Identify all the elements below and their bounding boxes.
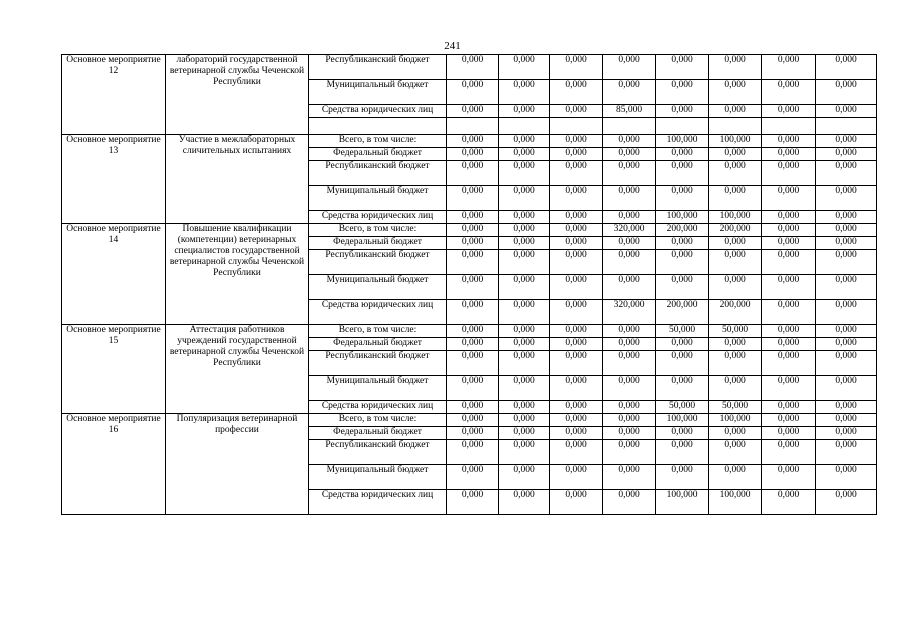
value-cell: 0,000 (499, 351, 550, 376)
event-description: Участие в межлабораторных сличительных испытаниях (166, 135, 309, 224)
value-cell: 0,000 (447, 148, 499, 161)
value-cell: 0,000 (709, 105, 762, 118)
value-cell: 0,000 (499, 250, 550, 275)
value-cell: 0,000 (816, 401, 877, 414)
funding-source: Всего, в том числе: (309, 224, 447, 237)
value-cell: 100,000 (709, 135, 762, 148)
funding-source: Средства юридических лиц (309, 401, 447, 414)
value-cell: 50,000 (709, 401, 762, 414)
value-cell: 0,000 (816, 351, 877, 376)
value-cell: 0,000 (709, 275, 762, 300)
funding-source: Федеральный бюджет (309, 338, 447, 351)
value-cell: 0,000 (499, 275, 550, 300)
value-cell: 0,000 (816, 427, 877, 440)
value-cell: 0,000 (447, 224, 499, 237)
value-cell: 0,000 (709, 186, 762, 211)
value-cell: 200,000 (656, 224, 709, 237)
value-cell: 0,000 (816, 135, 877, 148)
value-cell: 0,000 (816, 300, 877, 325)
value-cell: 0,000 (499, 414, 550, 427)
funding-source: Республиканский бюджет (309, 351, 447, 376)
value-cell: 50,000 (709, 325, 762, 338)
value-cell: 0,000 (656, 148, 709, 161)
value-cell: 0,000 (499, 211, 550, 224)
event-description: Популяризация ветеринарной профессии (166, 414, 309, 515)
value-cell: 0,000 (656, 237, 709, 250)
value-cell: 0,000 (603, 325, 656, 338)
funding-source: Муниципальный бюджет (309, 80, 447, 105)
value-cell: 0,000 (499, 490, 550, 515)
value-cell: 0,000 (447, 338, 499, 351)
value-cell: 0,000 (550, 105, 603, 118)
funding-source: Всего, в том числе: (309, 325, 447, 338)
value-cell: 0,000 (499, 55, 550, 80)
value-cell: 0,000 (762, 148, 816, 161)
value-cell: 0,000 (499, 161, 550, 186)
value-cell: 0,000 (603, 80, 656, 105)
value-cell: 0,000 (550, 161, 603, 186)
value-cell: 0,000 (816, 465, 877, 490)
value-cell: 0,000 (762, 135, 816, 148)
value-cell: 0,000 (499, 300, 550, 325)
value-cell: 0,000 (550, 224, 603, 237)
value-cell: 0,000 (816, 440, 877, 465)
value-cell: 0,000 (447, 161, 499, 186)
value-cell: 0,000 (603, 275, 656, 300)
value-cell: 0,000 (603, 490, 656, 515)
value-cell: 50,000 (656, 325, 709, 338)
value-cell: 0,000 (499, 135, 550, 148)
event-description: Аттестация работников учреждений государственной ветеринарной службы Чеченской Республики (166, 325, 309, 414)
value-cell: 0,000 (816, 490, 877, 515)
value-cell: 0,000 (550, 250, 603, 275)
value-cell: 0,000 (709, 80, 762, 105)
value-cell: 0,000 (550, 237, 603, 250)
value-cell: 0,000 (762, 490, 816, 515)
value-cell: 0,000 (603, 211, 656, 224)
funding-source: Средства юридических лиц (309, 211, 447, 224)
funding-source: Республиканский бюджет (309, 440, 447, 465)
event-cell: Основное мероприятие 12 (62, 55, 166, 135)
value-cell: 0,000 (550, 211, 603, 224)
value-cell: 0,000 (709, 148, 762, 161)
value-cell: 0,000 (816, 55, 877, 80)
value-cell: 0,000 (709, 351, 762, 376)
funding-source: Средства юридических лиц (309, 490, 447, 515)
event-cell: Основное мероприятие 15 (62, 325, 166, 414)
funding-source: Федеральный бюджет (309, 237, 447, 250)
value-cell: 0,000 (603, 161, 656, 186)
value-cell: 100,000 (709, 211, 762, 224)
value-cell: 0,000 (603, 55, 656, 80)
value-cell: 0,000 (447, 325, 499, 338)
value-cell: 0,000 (447, 465, 499, 490)
value-cell: 0,000 (550, 55, 603, 80)
value-cell: 0,000 (603, 465, 656, 490)
value-cell: 0,000 (762, 105, 816, 118)
value-cell: 0,000 (499, 186, 550, 211)
value-cell: 0,000 (550, 376, 603, 401)
funding-source: Республиканский бюджет (309, 161, 447, 186)
value-cell: 0,000 (499, 338, 550, 351)
value-cell: 0,000 (816, 325, 877, 338)
value-cell: 0,000 (447, 376, 499, 401)
value-cell: 0,000 (499, 401, 550, 414)
value-cell: 0,000 (447, 300, 499, 325)
value-cell: 0,000 (499, 237, 550, 250)
value-cell: 85,000 (603, 105, 656, 118)
value-cell: 0,000 (603, 237, 656, 250)
value-cell: 0,000 (550, 427, 603, 440)
value-cell: 0,000 (816, 250, 877, 275)
value-cell: 200,000 (709, 224, 762, 237)
funding-source: Республиканский бюджет (309, 55, 447, 80)
value-cell: 100,000 (656, 211, 709, 224)
value-cell: 0,000 (816, 376, 877, 401)
value-cell: 0,000 (550, 148, 603, 161)
value-cell: 0,000 (762, 250, 816, 275)
value-cell: 0,000 (656, 275, 709, 300)
value-cell: 0,000 (447, 55, 499, 80)
value-cell: 0,000 (603, 376, 656, 401)
value-cell: 0,000 (550, 338, 603, 351)
value-cell: 0,000 (447, 186, 499, 211)
value-cell: 0,000 (816, 224, 877, 237)
value-cell: 0,000 (447, 440, 499, 465)
value-cell: 0,000 (656, 80, 709, 105)
value-cell: 0,000 (762, 161, 816, 186)
value-cell: 320,000 (603, 224, 656, 237)
funding-source: Муниципальный бюджет (309, 465, 447, 490)
value-cell: 0,000 (762, 440, 816, 465)
value-cell: 0,000 (709, 376, 762, 401)
value-cell: 0,000 (550, 490, 603, 515)
value-cell: 0,000 (603, 338, 656, 351)
value-cell: 0,000 (656, 351, 709, 376)
value-cell: 0,000 (550, 351, 603, 376)
value-cell: 100,000 (709, 414, 762, 427)
value-cell: 0,000 (762, 351, 816, 376)
value-cell: 0,000 (656, 250, 709, 275)
value-cell: 0,000 (499, 427, 550, 440)
page-number: 241 (444, 40, 461, 52)
value-cell: 0,000 (709, 338, 762, 351)
value-cell: 0,000 (550, 186, 603, 211)
value-cell: 0,000 (709, 250, 762, 275)
value-cell: 0,000 (656, 55, 709, 80)
value-cell: 0,000 (499, 376, 550, 401)
value-cell: 0,000 (816, 105, 877, 118)
value-cell: 0,000 (816, 338, 877, 351)
value-cell: 0,000 (709, 55, 762, 80)
value-cell: 0,000 (762, 186, 816, 211)
event-cell: Основное мероприятие 14 (62, 224, 166, 325)
value-cell: 0,000 (447, 427, 499, 440)
funding-source: Муниципальный бюджет (309, 275, 447, 300)
value-cell: 0,000 (762, 237, 816, 250)
value-cell: 200,000 (709, 300, 762, 325)
event-cell: Основное мероприятие 16 (62, 414, 166, 515)
value-cell: 0,000 (499, 325, 550, 338)
event-description: лабораторий государственной ветеринарной службы Чеченской Республики (166, 55, 309, 135)
value-cell: 0,000 (762, 300, 816, 325)
value-cell: 0,000 (499, 440, 550, 465)
value-cell: 0,000 (447, 275, 499, 300)
value-cell: 0,000 (550, 135, 603, 148)
value-cell: 0,000 (656, 465, 709, 490)
value-cell: 0,000 (499, 148, 550, 161)
value-cell: 0,000 (447, 351, 499, 376)
value-cell: 0,000 (499, 224, 550, 237)
value-cell: 0,000 (762, 376, 816, 401)
value-cell: 0,000 (499, 80, 550, 105)
value-cell: 0,000 (603, 401, 656, 414)
value-cell: 0,000 (762, 80, 816, 105)
funding-source: Муниципальный бюджет (309, 376, 447, 401)
value-cell: 0,000 (762, 401, 816, 414)
value-cell: 0,000 (447, 105, 499, 118)
value-cell: 0,000 (816, 186, 877, 211)
funding-source: Всего, в том числе: (309, 414, 447, 427)
value-cell: 0,000 (656, 376, 709, 401)
funding-source: Республиканский бюджет (309, 250, 447, 275)
budget-table (61, 54, 877, 515)
value-cell: 0,000 (499, 105, 550, 118)
value-cell: 0,000 (656, 440, 709, 465)
value-cell: 0,000 (603, 186, 656, 211)
value-cell: 0,000 (762, 338, 816, 351)
value-cell: 0,000 (550, 465, 603, 490)
funding-source: Муниципальный бюджет (309, 186, 447, 211)
value-cell: 100,000 (656, 414, 709, 427)
value-cell: 0,000 (447, 211, 499, 224)
value-cell: 0,000 (447, 490, 499, 515)
value-cell: 320,000 (603, 300, 656, 325)
value-cell: 0,000 (550, 325, 603, 338)
value-cell: 0,000 (447, 135, 499, 148)
value-cell: 0,000 (550, 275, 603, 300)
value-cell: 0,000 (762, 55, 816, 80)
funding-source: Средства юридических лиц (309, 105, 447, 118)
value-cell: 200,000 (656, 300, 709, 325)
value-cell: 0,000 (816, 161, 877, 186)
value-cell: 0,000 (709, 161, 762, 186)
value-cell: 0,000 (603, 414, 656, 427)
value-cell: 0,000 (816, 148, 877, 161)
value-cell: 0,000 (447, 414, 499, 427)
value-cell: 0,000 (762, 211, 816, 224)
value-cell: 0,000 (762, 275, 816, 300)
value-cell: 0,000 (603, 440, 656, 465)
value-cell: 0,000 (656, 161, 709, 186)
value-cell: 0,000 (762, 325, 816, 338)
value-cell: 0,000 (762, 427, 816, 440)
value-cell: 0,000 (656, 105, 709, 118)
value-cell: 0,000 (762, 224, 816, 237)
value-cell: 0,000 (603, 135, 656, 148)
value-cell: 0,000 (709, 440, 762, 465)
value-cell: 0,000 (603, 427, 656, 440)
value-cell: 0,000 (603, 250, 656, 275)
value-cell: 0,000 (816, 211, 877, 224)
value-cell: 0,000 (499, 465, 550, 490)
value-cell: 0,000 (816, 237, 877, 250)
value-cell: 0,000 (816, 414, 877, 427)
value-cell: 0,000 (550, 440, 603, 465)
value-cell: 0,000 (603, 351, 656, 376)
value-cell: 0,000 (603, 148, 656, 161)
value-cell: 0,000 (447, 80, 499, 105)
value-cell: 100,000 (656, 490, 709, 515)
value-cell: 0,000 (709, 465, 762, 490)
value-cell: 0,000 (550, 414, 603, 427)
value-cell: 50,000 (656, 401, 709, 414)
funding-source: Федеральный бюджет (309, 148, 447, 161)
value-cell: 100,000 (656, 135, 709, 148)
value-cell: 0,000 (709, 237, 762, 250)
value-cell: 0,000 (447, 250, 499, 275)
value-cell: 0,000 (447, 401, 499, 414)
value-cell: 100,000 (709, 490, 762, 515)
value-cell: 0,000 (816, 275, 877, 300)
value-cell: 0,000 (816, 80, 877, 105)
value-cell: 0,000 (709, 427, 762, 440)
value-cell: 0,000 (550, 80, 603, 105)
funding-source: Всего, в том числе: (309, 135, 447, 148)
funding-source: Средства юридических лиц (309, 300, 447, 325)
event-description: Повышение квалификации (компетенции) ветеринарных специалистов государственной ветеринарной службы Чеченской Республики (166, 224, 309, 325)
value-cell: 0,000 (762, 414, 816, 427)
value-cell: 0,000 (762, 465, 816, 490)
value-cell: 0,000 (550, 401, 603, 414)
value-cell: 0,000 (447, 237, 499, 250)
event-cell: Основное мероприятие 13 (62, 135, 166, 224)
value-cell: 0,000 (656, 186, 709, 211)
value-cell: 0,000 (550, 300, 603, 325)
value-cell: 0,000 (656, 427, 709, 440)
value-cell: 0,000 (656, 338, 709, 351)
funding-source: Федеральный бюджет (309, 427, 447, 440)
